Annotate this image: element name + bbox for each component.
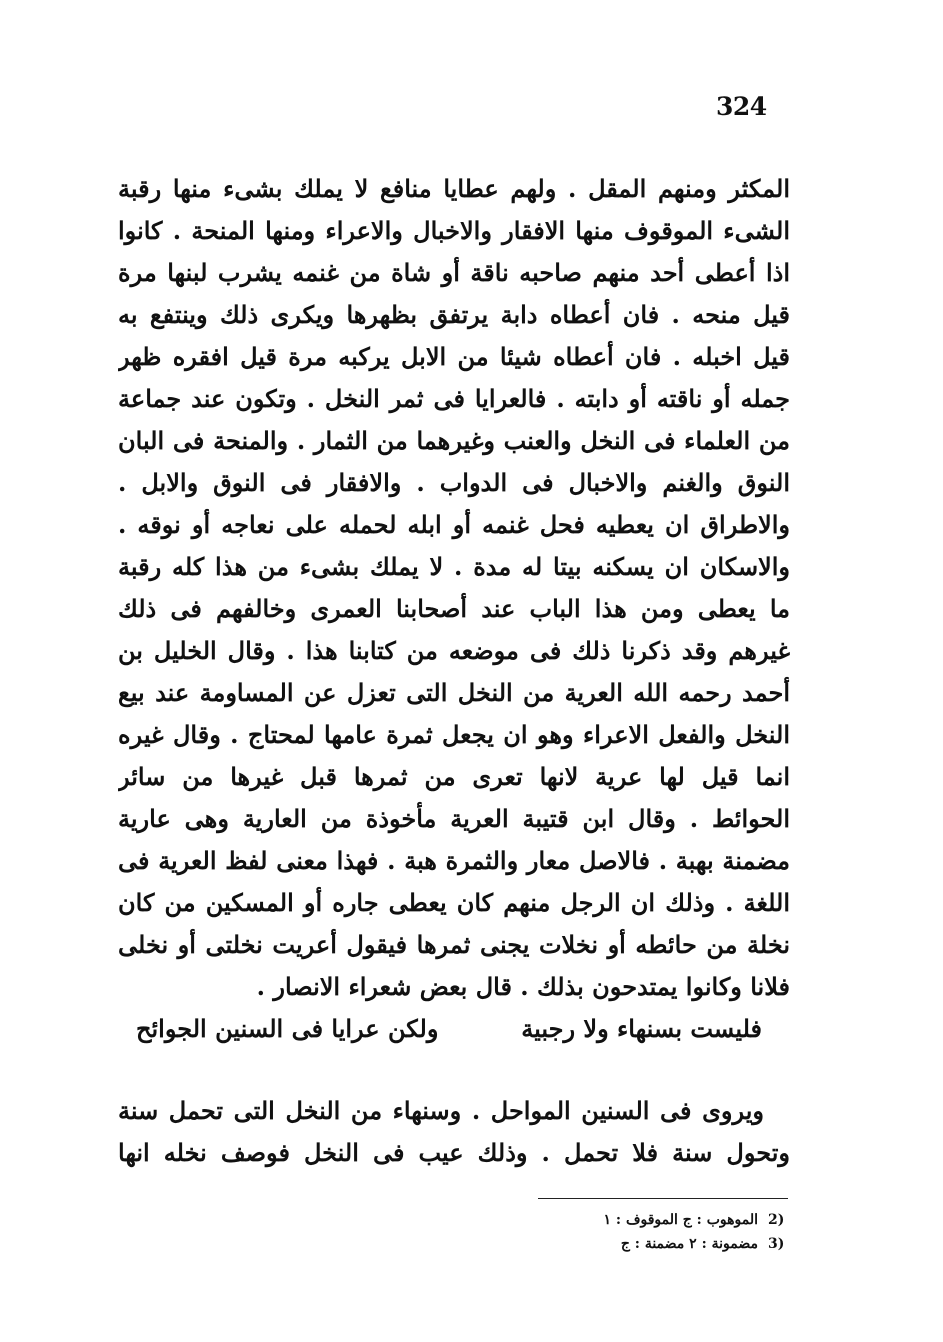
page-number: 324 [716, 92, 767, 121]
text-line: المكثر ومنهم المقل . ولهم عطايا منافع لا يملك بشىء منها رقبة [118, 174, 790, 203]
text-line: والاطراق ان يعطيه فحل غنمه أو ابله لحمله على نعاجه أو نوقه . [118, 510, 790, 539]
text-line: أحمد رحمه الله العرية من النخل التى تعزل عن المساومة عند بيع [118, 678, 790, 707]
text-line: والاسكان ان يسكنه بيتا له مدة . لا يملك بشىء من هذا كله رقبة [118, 552, 790, 581]
footnote-text: مضمونة : ٢ مضمنة : ج [620, 1236, 758, 1252]
footnote [470, 1232, 790, 1256]
text-line: ما يعطى ومن هذا الباب عند أصحابنا العمرى وخالفهم فى ذلك [118, 594, 790, 623]
text-line: غيرهم وقد ذكرنا ذلك فى موضعه من كتابنا هذا . وقال الخليل بن [118, 636, 790, 665]
footnote-text: الموهوب : ج الموقوف : ١ [603, 1212, 758, 1228]
text-line: النخل والفعل الاعراء وهو ان يجعل ثمرة عامها لمحتاج . وقال غيره [118, 720, 790, 749]
footnotes [470, 1208, 790, 1256]
text-line: قيل منحه . فان أعطاه دابة يرتفق بظهرها ويكرى ذلك وينتفع به [118, 300, 790, 329]
text-line: انما قيل لها عرية لانها تعرى من ثمرها قبل غيرها من سائر [118, 762, 790, 791]
text-line: فلانا وكانوا يمتدحون بذلك . قال بعض شعراء الانصار . [256, 972, 790, 1001]
footnote-number: 2) [768, 1212, 785, 1228]
verse-first-hemistich: فليست بسنهاء ولا رجبية [521, 1014, 762, 1043]
text-line: ويروى فى السنين المواحل . وسنهاء من النخل التى تحمل سنة [118, 1096, 764, 1125]
footnote-number: 3) [768, 1236, 785, 1252]
text-line: الشىء الموقوف منها الافقار والاخبال والاعراء ومنها المنحة . كانوا [118, 216, 790, 245]
text-line: قيل اخبله . فان أعطاه شيئا من الابل يركبه مرة قيل افقره ظهر [118, 342, 790, 371]
text-line: اذا أعطى أحد منهم صاحبه ناقة أو شاة من غنمه يشرب لبنها مرة [118, 258, 790, 287]
main-text [118, 168, 790, 1008]
text-line: الحوائط . وقال ابن قتيبة العرية مأخوذة من العارية وهى عارية [118, 804, 790, 833]
text-line: وتحول سنة فلا تحمل . وذلك عيب فى النخل فوصف نخله انها [118, 1138, 790, 1167]
continued-text [118, 1090, 790, 1174]
footnote-divider [538, 1198, 788, 1199]
verse-second-hemistich: ولكن عرايا فى السنين الجوائح [136, 1014, 439, 1043]
text-line: النوق والغنم والاخبال فى الدواب . والافقار فى النوق والابل . [118, 468, 790, 497]
poetry-verse [118, 1008, 790, 1050]
text-line: اللغة . وذلك ان الرجل منهم كان يعطى جاره أو المسكين من كان [118, 888, 790, 917]
text-line: مضمنة بهبة . فالاصل معار والثمرة هبة . فهذا معنى لفظ العرية فى [118, 846, 790, 875]
text-line: جمله أو ناقته أو دابته . فالعرايا فى ثمر النخل . وتكون عند جماعة [118, 384, 790, 413]
text-line: نخلة من حائطه أو نخلات يجنى ثمرها فيقول أعريت نخلتى أو نخلى [118, 930, 790, 959]
footnote [470, 1208, 790, 1232]
text-line: من العلماء فى النخل والعنب وغيرهما من الثمار . والمنحة فى البان [118, 426, 790, 455]
